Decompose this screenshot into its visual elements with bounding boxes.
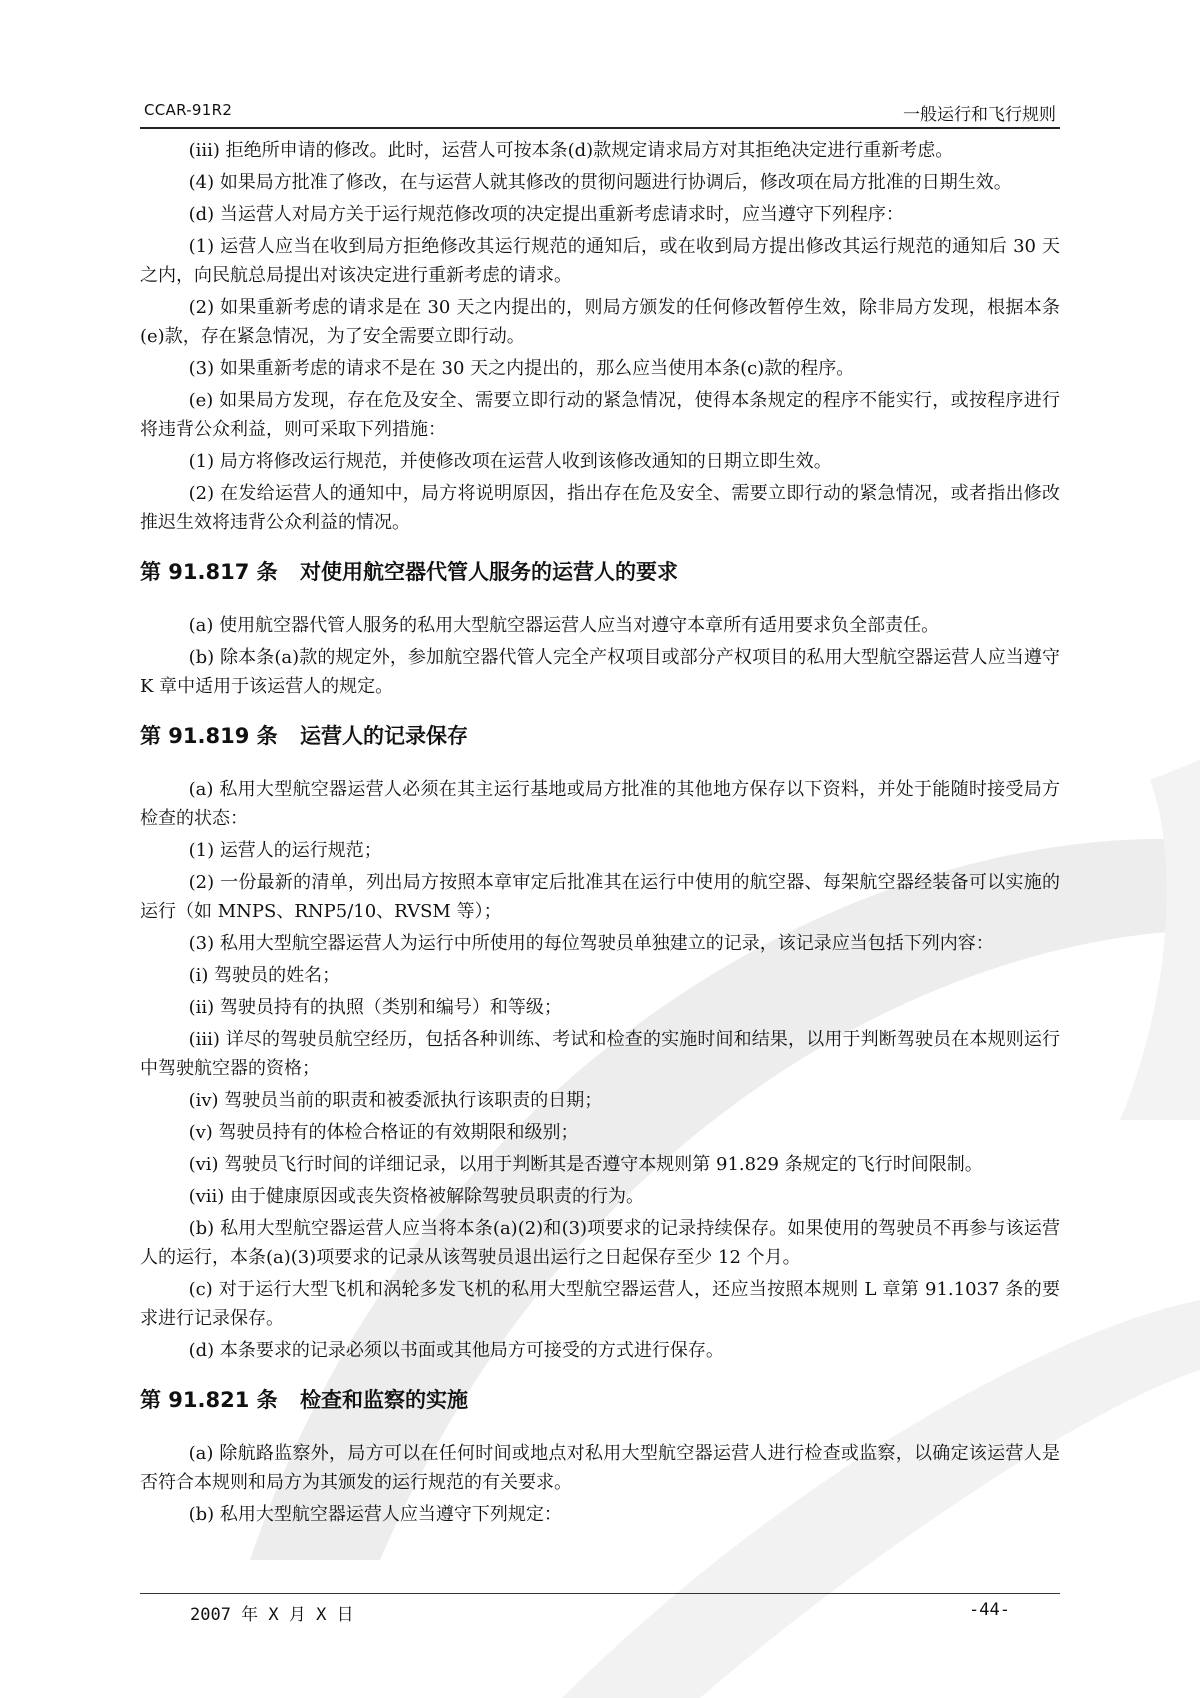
paragraph: (iv) 驾驶员当前的职责和被委派执行该职责的日期； — [188, 1090, 603, 1111]
paragraph: (vii) 由于健康原因或丧失资格被解除驾驶员职责的行为。 — [188, 1186, 645, 1207]
paragraph: (1) 运营人的运行规范； — [188, 840, 382, 861]
page-header — [140, 97, 1060, 129]
section-91-821 — [140, 1385, 1060, 1529]
paragraph: (2) 如果重新考虑的请求是在 30 天之内提出的，则局方颁发的任何修改暂停生效，除非局方发现，根据本条(e)款，存在紧急情况，为了安全需要立即行动。 — [140, 297, 1060, 347]
page-number: -44- — [969, 1600, 1010, 1620]
section-91-819 — [140, 721, 1060, 1365]
regulation-code: CCAR-91R2 — [144, 101, 233, 119]
section-heading — [140, 557, 1060, 587]
paragraph: (v) 驾驶员持有的体检合格证的有效期限和级别； — [188, 1122, 579, 1143]
paragraph: (2) 一份最新的清单，列出局方按照本章审定后批准其在运行中使用的航空器、每架航空器经装备可以实施的运行（如 MNPS、RNP5/10、RVSM 等）； — [140, 872, 1060, 922]
section-number: 第 91.817 条 — [140, 560, 278, 584]
paragraph: (1) 局方将修改运行规范，并使修改项在运营人收到该修改通知的日期立即生效。 — [188, 451, 832, 472]
paragraph: (4) 如果局方批准了修改，在与运营人就其修改的贯彻问题进行协调后，修改项在局方批准的日期生效。 — [188, 172, 1012, 193]
header-title: 一般运行和飞行规则 — [903, 105, 1056, 125]
paragraph: (e) 如果局方发现，存在危及安全、需要立即行动的紧急情况，使得本条规定的程序不能实行，或按程序进行将违背公众利益，则可采取下列措施： — [140, 390, 1060, 440]
intro-block — [140, 136, 1060, 537]
paragraph: (b) 私用大型航空器运营人应当遵守下列规定： — [188, 1504, 562, 1525]
paragraph: (b) 除本条(a)款的规定外，参加航空器代管人完全产权项目或部分产权项目的私用大型航空器运营人应当遵守 K 章中适用于该运营人的规定。 — [140, 647, 1060, 697]
paragraph: (1) 运营人应当在收到局方拒绝修改其运行规范的通知后，或在收到局方提出修改其运行规范的通知后 30 天之内，向民航总局提出对该决定进行重新考虑的请求。 — [140, 236, 1060, 286]
paragraph: (b) 私用大型航空器运营人应当将本条(a)(2)和(3)项要求的记录持续保存。如果使用的驾驶员不再参与该运营人的运行，本条(a)(3)项要求的记录从该驾驶员退出运行之日起保存至少 12 个月。 — [140, 1218, 1060, 1268]
paragraph: (a) 除航路监察外，局方可以在任何时间或地点对私用大型航空器运营人进行检查或监察，以确定该运营人是否符合本规则和局方为其颁发的运行规范的有关要求。 — [140, 1443, 1060, 1493]
paragraph: (iii) 详尽的驾驶员航空经历，包括各种训练、考试和检查的实施时间和结果，以用于判断驾驶员在本规则运行中驾驶航空器的资格； — [140, 1029, 1060, 1079]
page-footer — [140, 1593, 1060, 1625]
paragraph: (iii) 拒绝所申请的修改。此时，运营人可按本条(d)款规定请求局方对其拒绝决定进行重新考虑。 — [188, 140, 954, 161]
footer-date: 2007 年 X 月 X 日 — [190, 1605, 354, 1625]
document-body — [140, 136, 1060, 1532]
paragraph: (2) 在发给运营人的通知中，局方将说明原因，指出存在危及安全、需要立即行动的紧急情况，或者指出修改推迟生效将违背公众利益的情况。 — [140, 483, 1060, 533]
paragraph: (d) 本条要求的记录必须以书面或其他局方可接受的方式进行保存。 — [188, 1340, 724, 1361]
paragraph: (a) 使用航空器代管人服务的私用大型航空器运营人应当对遵守本章所有适用要求负全部责任。 — [188, 615, 940, 636]
section-title: 检查和监察的实施 — [300, 1388, 468, 1412]
section-heading — [140, 721, 1060, 751]
section-number: 第 91.821 条 — [140, 1388, 278, 1412]
section-title: 运营人的记录保存 — [300, 724, 468, 748]
paragraph: (3) 私用大型航空器运营人为运行中所使用的每位驾驶员单独建立的记录，该记录应当包括下列内容： — [188, 933, 994, 954]
paragraph: (i) 驾驶员的姓名； — [188, 965, 341, 986]
paragraph: (d) 当运营人对局方关于运行规范修改项的决定提出重新考虑请求时，应当遵守下列程序： — [188, 204, 904, 225]
paragraph: (vi) 驾驶员飞行时间的详细记录，以用于判断其是否遵守本规则第 91.829 条规定的飞行时间限制。 — [188, 1154, 983, 1175]
paragraph: (3) 如果重新考虑的请求不是在 30 天之内提出的，那么应当使用本条(c)款的程序。 — [188, 358, 855, 379]
paragraph: (ii) 驾驶员持有的执照（类别和编号）和等级； — [188, 997, 562, 1018]
paragraph: (c) 对于运行大型飞机和涡轮多发飞机的私用大型航空器运营人，还应当按照本规则 L 章第 91.1037 条的要求进行记录保存。 — [140, 1279, 1060, 1329]
section-number: 第 91.819 条 — [140, 724, 278, 748]
section-heading — [140, 1385, 1060, 1415]
section-91-817 — [140, 557, 1060, 701]
paragraph: (a) 私用大型航空器运营人必须在其主运行基地或局方批准的其他地方保存以下资料，并处于能随时接受局方检查的状态： — [140, 779, 1060, 829]
section-title: 对使用航空器代管人服务的运营人的要求 — [300, 560, 678, 584]
